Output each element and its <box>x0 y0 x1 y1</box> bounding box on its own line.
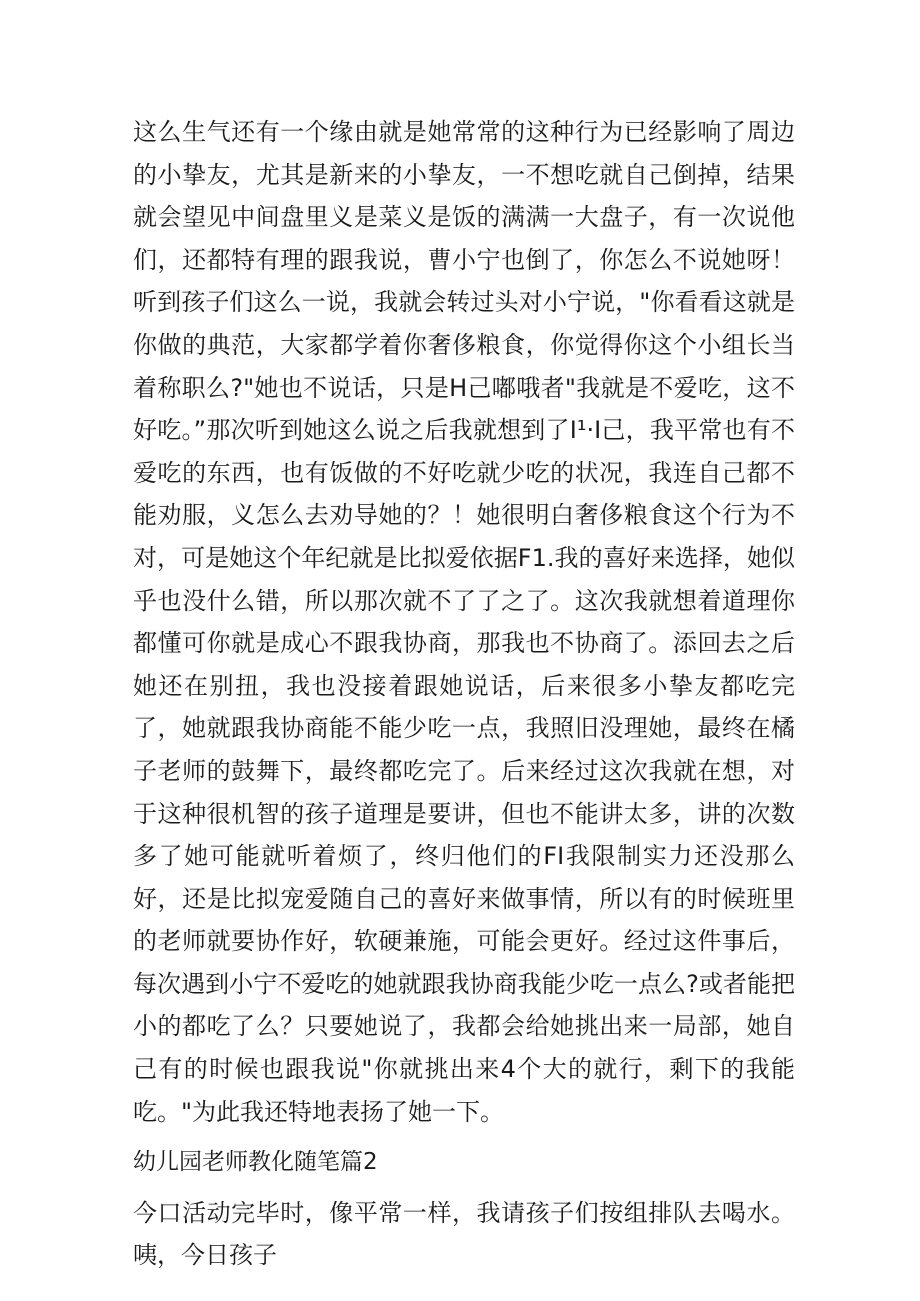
essay-paragraph-2: 今口活动完毕时，像平常一样，我请孩子们按组排队去喝水。咦，今日孩子 <box>133 1198 795 1270</box>
section-heading: 幼儿园老师教化随笔篇2 <box>133 1149 378 1176</box>
document-body <box>133 111 795 1277</box>
essay-paragraph-1: 这么生气还有一个缘由就是她常常的这种行为已经影响了周边的小挚友，尤其是新来的小挚友，一不想吃就自己倒掉，结果就会望见中间盘里义是菜义是饭的满满一大盘子，有一次说他们，还都特有理的跟我说，曹小宁也倒了，你怎么不说她呀！听到孩子们这么一说，我就会转过头对小宁说，"你看看这就是你做的典范，大家都学着你奢侈粮食，你觉得你这个小组长当着称职么?"她也不说话，只是H己嘟哦者"我就是不爱吃，这不好吃。”那次听到她这么说之后我就想到了I¹·I己，我平常也有不爱吃的东西，也有饭做的不好吃就少吃的状况，我连自己都不能劝服，义怎么去劝导她的？！她很明白奢侈粮食这个行为不对，可是她这个年纪就是比拟爱依据F1.我的喜好来选择，她似乎也没什么错，所以那次就不了了之了。这次我就想着道理你都懂可你就是成心不跟我协商，那我也不协商了。添回去之后她还在别扭，我也没接着跟她说话，后来很多小挚友都吃完了，她就跟我协商能不能少吃一点，我照旧没理她，最终在橘子老师的鼓舞下，最终都吃完了。后来经过这次我就在想，对于这种很机智的孩子道理是要讲，但也不能讲太多，讲的次数多了她可能就听着烦了，终归他们的FI我限制实力还没那么好，还是比拟宠爱随自己的喜好来做事情，所以有的时候班里的老师就要协作好，软硬兼施，可能会更好。经过这件事后，每次遇到小宁不爱吃的她就跟我协商我能少吃一点么?或者能把小的都吃了么？只要她说了，我都会给她挑出来一局部，她自己有的时候也跟我说"你就挑出来4个大的就行，剩下的我能吃。"为此我还特地表扬了她一下。 <box>133 118 795 1126</box>
